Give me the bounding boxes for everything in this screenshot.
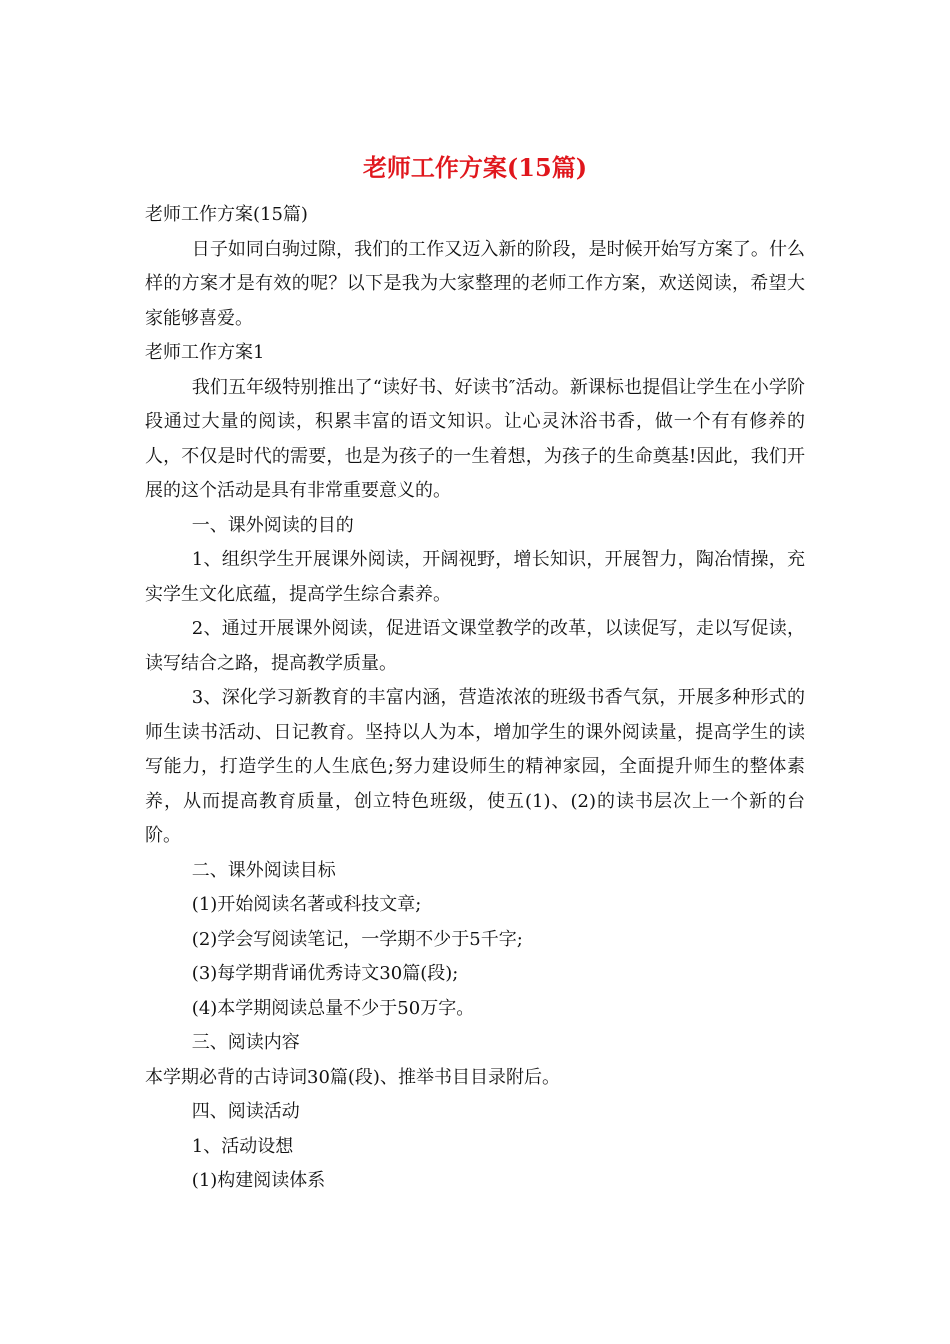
subtitle-line: 老师工作方案(15篇) [145, 204, 308, 225]
reading-content-paragraph: 本学期必背的古诗词30篇(段)、推举书目目录附后。 [145, 1066, 560, 1088]
purpose-item-2: 2、通过开展课外阅读，促进语文课堂教学的改革，以读促写，走以写促读，读写结合之路，提高教学质量。 [145, 618, 805, 674]
section-heading-plan-1: 老师工作方案1 [145, 342, 265, 363]
heading-reading-activities: 四、阅读活动 [191, 1101, 300, 1122]
intro-paragraph: 日子如同白驹过隙，我们的工作又迈入新的阶段，是时候开始写方案了。什么样的方案才是有效的呢？以下是我为大家整理的老师工作方案，欢送阅读，希望大家能够喜爱。 [145, 238, 805, 329]
goal-item-4: (4)本学期阅读总量不少于50万字。 [191, 997, 475, 1019]
heading-reading-goals: 二、课外阅读目标 [191, 859, 336, 881]
purpose-item-3: 3、深化学习新教育的丰富内涵，营造浓浓的班级书香气氛，开展多种形式的师生读书活动、日记教育。坚持以人为本，增加学生的课外阅读量，提高学生的读写能力，打造学生的人生底色;努力建设师生的精神家园，全面提升师生的整体素养，从而提高教育质量，创立特色班级，使五(1)、(2)的读书层次上一个新的台阶。 [145, 687, 805, 846]
goal-item-3: (3)每学期背诵优秀诗文30篇(段); [191, 963, 459, 984]
activity-subheading-1: 1、活动设想 [191, 1135, 294, 1157]
plan-1-intro-paragraph: 我们五年级特别推出了“读好书、好读书″活动。新课标也提倡让学生在小学阶段通过大量的阅读，积累丰富的语文知识。让心灵沐浴书香，做一个有有修养的人，不仅是时代的需要，也是为孩子的一生着想，为孩子的生命奠基!因此，我们开展的这个活动是具有非常重要意义的。 [145, 376, 805, 501]
goal-item-1: (1)开始阅读名著或科技文章; [191, 894, 422, 915]
document-body [145, 198, 805, 1199]
activity-item-1: (1)构建阅读体系 [191, 1170, 326, 1191]
goal-item-2: (2)学会写阅读笔记，一学期不少于5千字; [191, 928, 523, 950]
purpose-item-1: 1、组织学生开展课外阅读，开阔视野，增长知识，开展智力，陶冶情操，充实学生文化底蕴，提高学生综合素养。 [145, 549, 805, 605]
document-title: 老师工作方案(15篇) [362, 153, 588, 182]
heading-reading-purpose: 一、课外阅读的目的 [191, 514, 354, 536]
heading-reading-content: 三、阅读内容 [191, 1032, 300, 1053]
